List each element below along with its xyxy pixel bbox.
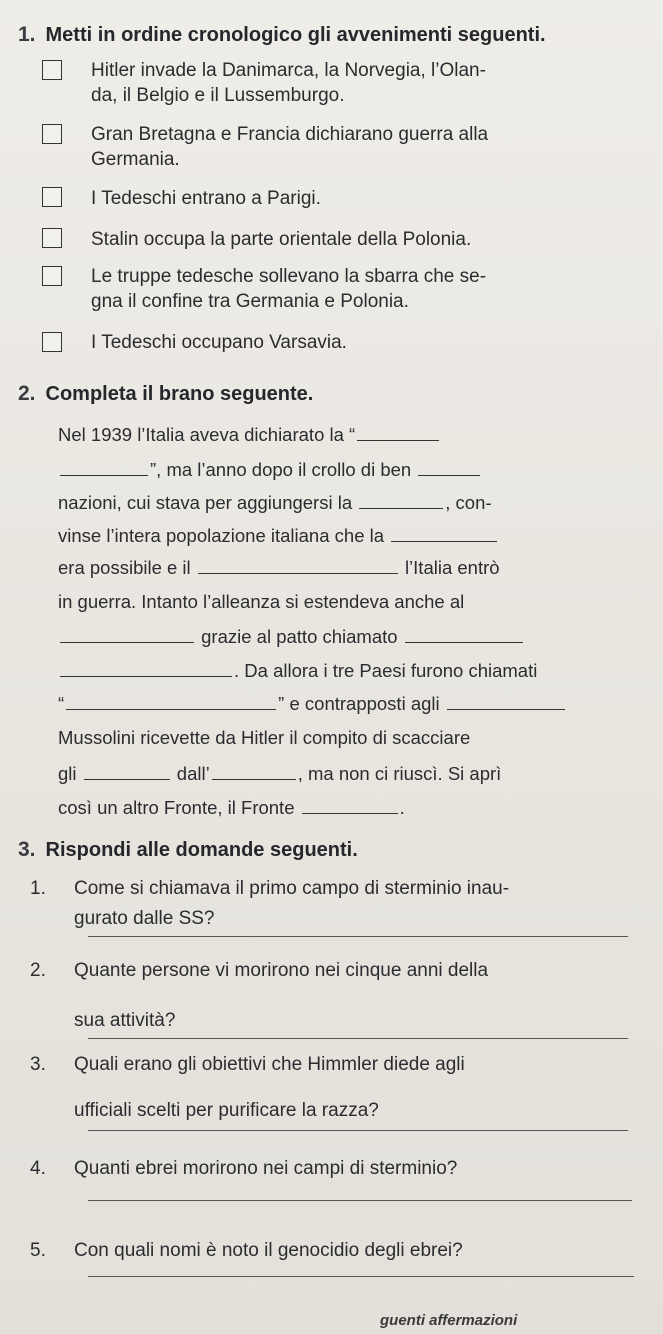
cloze-blank-13[interactable] [212,763,296,780]
cloze-line-6 [58,591,626,613]
cloze-blank-1[interactable] [357,424,439,441]
cloze-blank-5[interactable] [391,525,497,542]
cloze-blank-14[interactable] [302,797,398,814]
cloze-text: ” e contrapposti agli [278,693,440,714]
event-item-5-line-1: Le truppe tedesche sollevano la sbarra che se- [91,266,487,287]
answer-line-3[interactable] [88,1130,628,1131]
cloze-blank-2[interactable] [60,459,148,476]
cloze-blank-7[interactable] [60,626,194,643]
event-item-6-line-1: I Tedeschi occupano Varsavia. [91,332,347,353]
cloze-text: era possibile e il [58,557,191,578]
cloze-text: nazioni, cui stava per aggiungersi la [58,492,353,513]
cloze-line-2 [58,459,626,481]
cloze-blank-11[interactable] [447,693,565,710]
exercise-1-number: 1. [18,23,36,46]
answer-line-5[interactable] [88,1276,634,1277]
order-checkbox-4[interactable] [42,228,62,248]
question-4-number: 4. [30,1158,46,1179]
question-3-text: Quali erano gli obiettivi che Himmler diede agli [74,1054,465,1075]
cloze-text: Nel 1939 l’Italia aveva dichiarato la “ [58,424,356,445]
event-item-4 [91,227,641,252]
cloze-line-3 [58,492,626,514]
cloze-line-11 [58,763,626,785]
event-item-1-line-2: da, il Belgio e il Lussemburgo. [91,85,345,106]
question-1-text-cont: gurato dalle SS? [74,908,215,929]
order-checkbox-1[interactable] [42,60,62,80]
answer-line-2[interactable] [88,1038,628,1039]
cloze-line-8 [58,660,626,682]
question-4 [30,1158,653,1180]
cloze-blank-3[interactable] [418,459,480,476]
question-1 [30,878,653,900]
cloze-blank-10[interactable] [66,693,276,710]
exercise-3-number: 3. [18,838,36,861]
question-3-text-cont: ufficiali scelti per purificare la razza? [74,1100,379,1121]
question-4-text: Quanti ebrei morirono nei campi di sterminio? [74,1158,458,1179]
question-3 [30,1054,653,1076]
cloze-text: gli [58,763,77,784]
order-checkbox-3[interactable] [42,187,62,207]
exercise-2-heading [18,382,313,406]
cloze-line-12 [58,797,626,819]
event-item-2 [91,122,641,172]
cloze-text: , ma non ci riuscì. Si aprì [297,763,502,784]
cloze-text: grazie al patto chiamato [201,626,398,647]
question-2-text-cont: sua attività? [74,1010,176,1031]
cloze-blank-8[interactable] [405,626,523,643]
event-item-1-line-1: Hitler invade la Danimarca, la Norvegia, l’Olan- [91,60,486,81]
question-2-number: 2. [30,960,46,981]
cloze-blank-4[interactable] [359,492,443,509]
exercise-2-title: Completa il brano seguente. [45,383,314,405]
cloze-blank-9[interactable] [60,660,232,677]
question-2-text: Quante persone vi morirono nei cinque anni della [74,960,489,981]
cloze-text: dall’ [176,763,210,784]
question-2 [30,960,653,982]
question-1-number: 1. [30,878,46,899]
event-item-2-line-1: Gran Bretagna e Francia dichiarano guerra alla [91,124,489,145]
event-item-2-line-2: Germania. [91,149,180,170]
cloze-text: . [399,797,405,818]
event-item-3-line-1: I Tedeschi entrano a Parigi. [91,188,321,209]
cloze-line-7 [58,626,626,648]
event-item-6 [91,330,641,355]
exercise-3-heading [18,838,358,862]
cloze-line-5 [58,557,626,579]
cloze-line-9 [58,693,626,715]
cloze-text: , con- [445,492,492,513]
question-5-number: 5. [30,1240,46,1261]
order-checkbox-2[interactable] [42,124,62,144]
event-item-1 [91,58,641,108]
cloze-text: Mussolini ricevette da Hitler il compito di scacciare [58,727,471,748]
question-3-number: 3. [30,1054,46,1075]
cloze-text: in guerra. Intanto l’alleanza si estendeva anche al [58,591,465,612]
answer-line-1[interactable] [88,936,628,937]
cloze-line-4 [58,525,626,547]
cloze-text: . Da allora i tre Paesi furono chiamati [234,660,538,681]
exercise-2-number: 2. [18,382,36,405]
cloze-text: “ [58,693,65,714]
cloze-text: così un altro Fronte, il Fronte [58,797,295,818]
exercise-1-heading [18,23,546,47]
question-1-text: Come si chiamava il primo campo di sterminio inau- [74,878,510,899]
cloze-line-10 [58,727,626,749]
cloze-line-1 [58,424,626,446]
question-5-text: Con quali nomi è noto il genocidio degli ebrei? [74,1240,463,1261]
cloze-blank-6[interactable] [198,557,398,574]
cloze-text: vinse l’intera popolazione italiana che la [58,525,385,546]
exercise-1-title: Metti in ordine cronologico gli avvenimenti seguenti. [45,24,546,46]
order-checkbox-6[interactable] [42,332,62,352]
cloze-text: l’Italia entrò [404,557,500,578]
event-item-4-line-1: Stalin occupa la parte orientale della Polonia. [91,229,472,250]
exercise-3-title: Rispondi alle domande seguenti. [45,839,358,861]
cloze-blank-12[interactable] [84,763,170,780]
cloze-text: ”, ma l’anno dopo il crollo di ben [150,459,412,480]
event-item-3 [91,186,641,211]
cutoff-footer-text: guenti affermazioni [380,1312,518,1329]
question-5 [30,1240,653,1262]
event-item-5-line-2: gna il confine tra Germania e Polonia. [91,291,409,312]
answer-line-4[interactable] [88,1200,632,1201]
event-item-5 [91,264,641,314]
order-checkbox-5[interactable] [42,266,62,286]
